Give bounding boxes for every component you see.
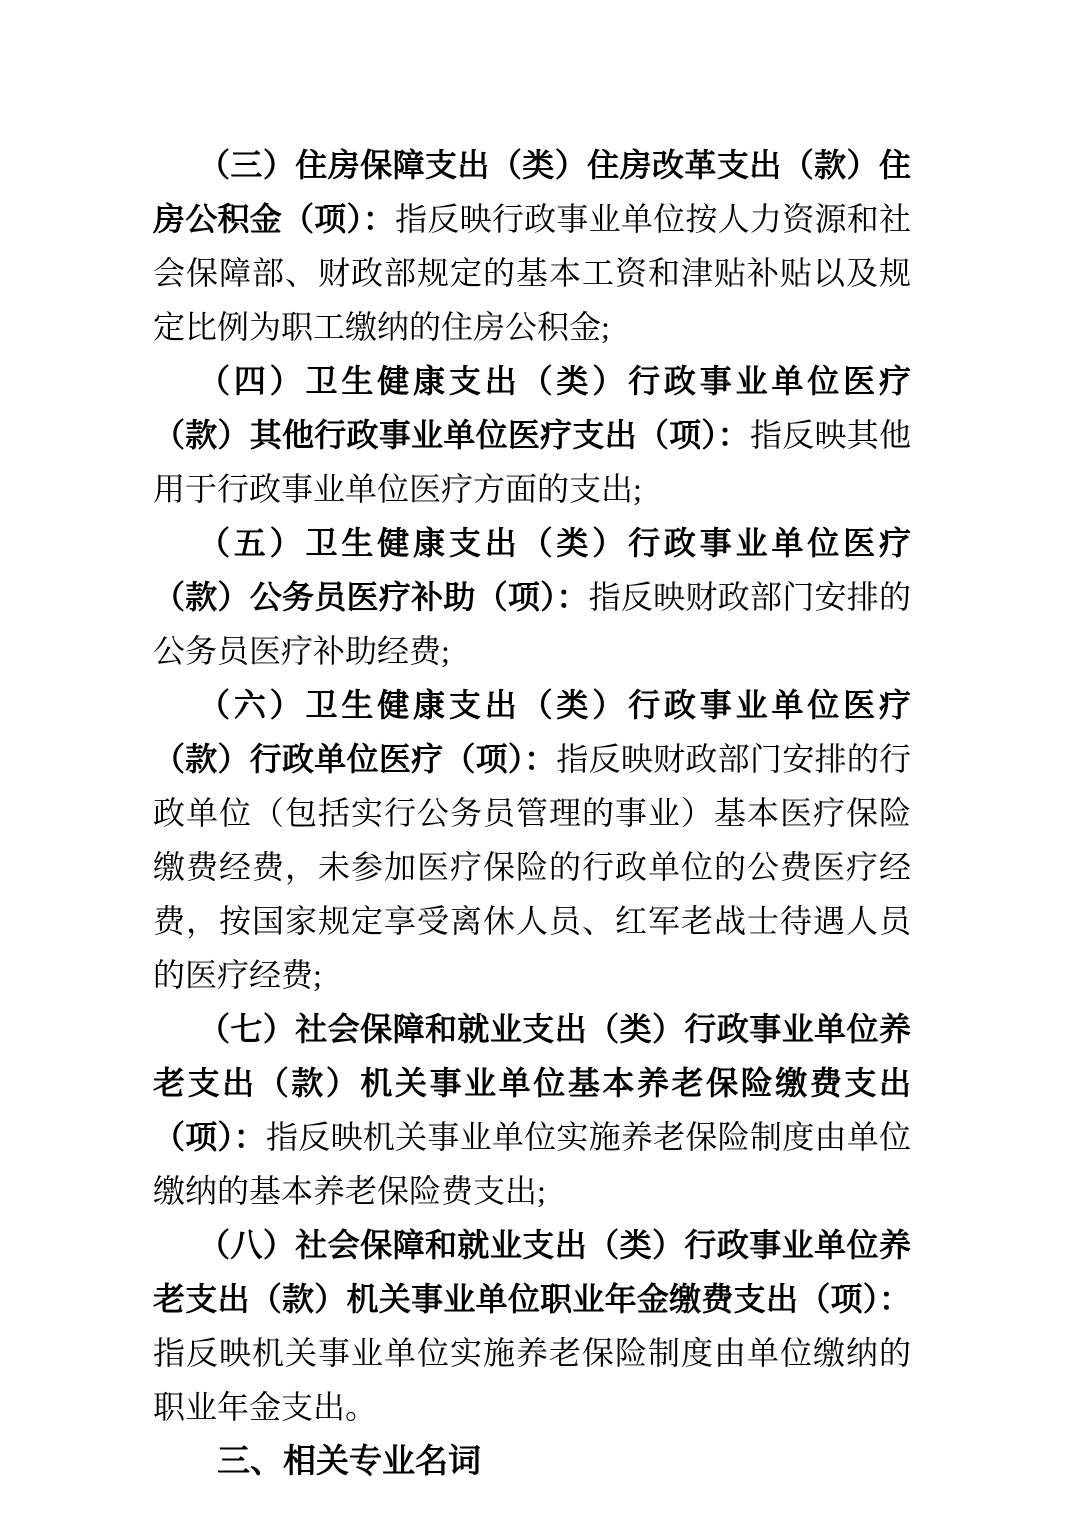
paragraph-body: 指反映机关事业单位实施养老保险制度由单位缴纳的职业年金支出。 (153, 1335, 911, 1425)
paragraph-lead: （七）社会保障和就业支出（类）行政事业单位养老支出（款）机关事业单位基本养老保险缴费支出（项）： (153, 1011, 911, 1155)
paragraph-lead: （五）卫生健康支出（类）行政事业单位医疗（款）公务员医疗补助（项）： (153, 525, 911, 615)
paragraph-item-7 (153, 1002, 911, 1218)
paragraph-lead: （四）卫生健康支出（类）行政事业单位医疗（款）其他行政事业单位医疗支出（项）： (153, 363, 911, 453)
document-content (153, 138, 911, 1488)
paragraph-item-5 (153, 516, 911, 678)
paragraph-body: 指反映其他用于行政事业单位医疗方面的支出; (153, 417, 911, 507)
section-heading: 三、相关专业名词 (217, 1442, 481, 1479)
paragraph-item-6 (153, 678, 911, 1002)
paragraph-body: 指反映行政事业单位按人力资源和社会保障部、财政部规定的基本工资和津贴补贴以及规定比例为职工缴纳的住房公积金; (153, 201, 911, 345)
paragraph-body: 指反映机关事业单位实施养老保险制度由单位缴纳的基本养老保险费支出; (153, 1119, 911, 1209)
paragraph-lead: （八）社会保障和就业支出（类）行政事业单位养老支出（款）机关事业单位职业年金缴费支出（项）： (153, 1227, 911, 1317)
paragraph-body: 指反映财政部门安排的行政单位（包括实行公务员管理的事业）基本医疗保险缴费经费，未参加医疗保险的行政单位的公费医疗经费，按国家规定享受离休人员、红军老战士待遇人员的医疗经费; (153, 741, 911, 993)
paragraph-lead: （六）卫生健康支出（类）行政事业单位医疗（款）行政单位医疗（项）： (153, 687, 911, 777)
paragraph-item-8 (153, 1218, 911, 1434)
paragraph-lead: （三）住房保障支出（类）住房改革支出（款）住房公积金（项）： (153, 147, 911, 237)
paragraph-item-4 (153, 354, 911, 516)
paragraph-item-3 (153, 138, 911, 354)
paragraph-body: 指反映财政部门安排的公务员医疗补助经费; (153, 579, 911, 669)
